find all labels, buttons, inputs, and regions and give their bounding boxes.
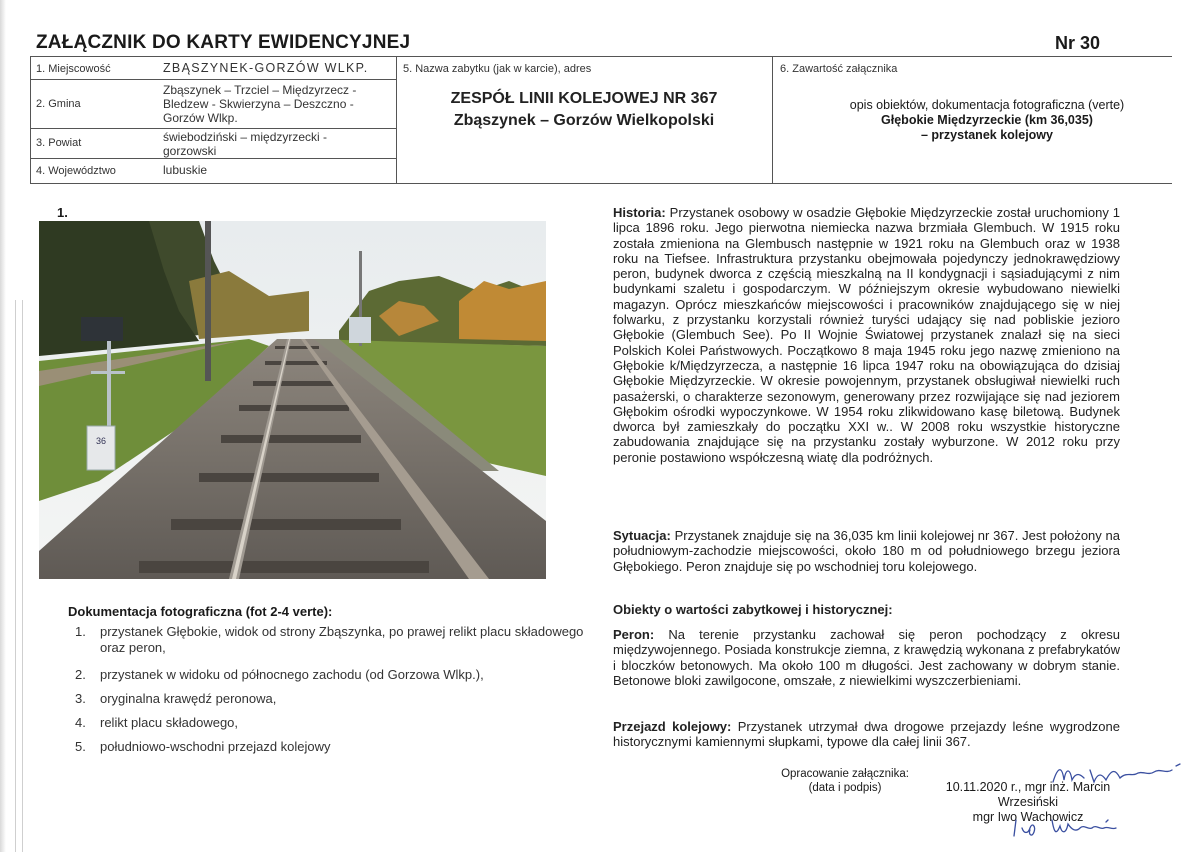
contents-line2: Głębokie Międzyrzeckie (km 36,035) [881, 113, 1093, 127]
list-item-number: 3. [75, 691, 86, 706]
list-item [70, 624, 590, 656]
photo-number: 1. [57, 205, 68, 220]
list-item-text: południowo-wschodni przejazd kolejowy [100, 739, 331, 754]
platform-paragraph [613, 627, 1120, 688]
monument-name-line2: Zbąszynek – Gorzów Wielkopolski [453, 112, 715, 129]
row-divider [30, 79, 396, 80]
column-divider [396, 56, 397, 183]
column-divider [772, 56, 773, 183]
column-divider [30, 56, 31, 183]
field-label-county: 3. Powiat [36, 137, 82, 149]
list-item [70, 715, 590, 731]
monument-label: 5. Nazwa zabytku (jak w karcie), adres [403, 63, 592, 75]
crossing-heading: Przejazd kolejowy: [613, 719, 732, 734]
prepared-label-line1: Opracowanie załącznika: [781, 768, 909, 780]
header-rule-bottom [30, 183, 1172, 184]
history-heading: Historia: [613, 205, 666, 220]
platform-heading: Peron: [613, 627, 655, 642]
contents-label: 6. Zawartość załącznika [780, 63, 898, 75]
prepared-line1: 10.11.2020 r., mgr inż. Marcin Wrzesiński [945, 780, 1111, 809]
photo-doc-heading: Dokumentacja fotograficzna (fot 2-4 verte): [68, 604, 333, 619]
kilometer-post-label: 36 [95, 436, 107, 446]
field-label-voivodeship: 4. Województwo [36, 165, 116, 177]
monument-name-line1: ZESPÓŁ LINII KOLEJOWEJ NR 367 [450, 90, 718, 107]
monument-name [398, 88, 770, 132]
prepared-by-label [770, 767, 920, 795]
row-divider [30, 158, 396, 159]
attachment-number: Nr 30 [1054, 33, 1100, 53]
field-value-commune: Zbąszynek – Trzciel – Międzyrzecz - Bledzew - Skwierzyna – Deszczno - Gorzów Wlkp. [163, 83, 357, 125]
list-item-number: 1. [75, 624, 86, 639]
list-item-number: 4. [75, 715, 86, 730]
prepared-line2: mgr Iwo Wachowicz [972, 810, 1084, 824]
contents-line1: opis obiektów, dokumentacja fotograficzna (verte) [849, 98, 1125, 112]
list-item-text: przystanek w widoku od północnego zachodu (od Gorzowa Wlkp.), [100, 667, 484, 682]
list-item [70, 691, 590, 707]
scan-artifact-line [22, 300, 23, 852]
situation-paragraph [613, 528, 1120, 574]
platform-text: Na terenie przystanku zachował się peron pochodzący z okresu międzywojennego. Posiada konstrukcje ziemna, z krawędzią wykonana z prefabrykatów i bloczków betonowych. Ma około 100 m długości. Jest zachowany w dobrym stanie. Betonowe bloki zawilgocone, omszałe, z niewielkimi wyszczerbieniami. [613, 627, 1120, 688]
row-divider [30, 128, 396, 129]
situation-heading: Sytuacja: [613, 528, 671, 543]
field-value-locality: ZBĄSZYNEK-GORZÓW WLKP. [163, 61, 369, 75]
railway-photo-illustration [39, 221, 546, 579]
history-text: Przystanek osobowy w osadzie Głębokie Międzyrzeckie został uruchomiony 1 lipca 1896 roku. Jego pierwotna niemiecka nazwa brzmiała Glembuch. W 1915 roku została zmieniona na Glembusch następnie w 1921 roku na Glembuch oraz w 1938 roku na Tiefsee. Infrastruktura przystanku obejmowała pojedynczy jednokrawędziowy peron, budynek dworca z częścią mieszkalną na II kondygnacji i sąsiadującymi z nim budynkami szaletu i gospodarczym. W późniejszym okresie wybudowano niewielki magazyn. Oprócz mieszkańców miejscowości i pracowników znajdującego się w niej folwarku, z przystanku korzystali również turyści udający się nad pobliskie jezioro Głębokie (Glembuch See). Po II Wojnie Światowej przystanek znalazł się na sieci Polskich Kolei Państwowych. Początkowo 8 maja 1945 roku jego nazwę zmieniono na Głębokie k/Międzyrzecza, a następnie 16 lipca 1947 roku na obowiązująca do dzisiaj Głębokie Międzyrzeckie. W okresie powojennym, przystanek obsługiwał niewielki ruch pasażerski, o charakterze sezonowym, generowany przez rozwijające się nad jeziorem Głębokim ośrodki wypoczynkowe. W 1954 roku zlikwidowano kasę biletową. Budynek dworca był zamieszkały do początku XXI w.. W 2008 roku wszystkie historyczne zabudowania znajdujące się na przystanku zostały wyburzone. W 2012 roku przy peronie postawiono współczesną wiatę dla podróżnych. [613, 205, 1120, 465]
list-item-number: 2. [75, 667, 86, 682]
document-title: ZAŁĄCZNIK DO KARTY EWIDENCYJNEJ [36, 32, 411, 53]
contents-line3: – przystanek kolejowy [920, 128, 1053, 142]
list-item-text: oryginalna krawędź peronowa, [100, 691, 277, 706]
header-rule-top [30, 56, 1172, 57]
scan-edge-shadow [0, 0, 6, 852]
railway-photo [39, 221, 546, 579]
objects-heading: Obiekty o wartości zabytkowej i historycznej: [613, 602, 893, 617]
photo-doc-list [70, 624, 590, 763]
crossing-paragraph [613, 719, 1120, 750]
situation-text: Przystanek znajduje się na 36,035 km linii kolejowej nr 367. Jest położony na południowym-zachodzie miejscowości, około 180 m od południowego brzegu jeziora Głębokiego. Peron znajduje się po wschodniej toru kolejowego. [613, 528, 1120, 574]
field-value-voivodeship: lubuskie [163, 163, 208, 177]
list-item-text: relikt placu składowego, [100, 715, 239, 730]
history-paragraph [613, 205, 1120, 465]
scan-artifact-line [15, 300, 16, 852]
list-item-text: przystanek Głębokie, widok od strony Zbąszynka, po prawej relikt placu składowego oraz peron, [100, 624, 584, 655]
field-label-locality: 1. Miejscowość [36, 63, 111, 75]
signature-wrzesinski [1050, 760, 1190, 790]
list-item [70, 667, 590, 683]
objects-heading-block [613, 602, 1120, 617]
field-value-county: świebodziński – międzyrzecki - gorzowski [163, 130, 328, 158]
prepared-label-line2: (data i podpis) [808, 782, 882, 794]
list-item-number: 5. [75, 739, 86, 754]
list-item [70, 739, 590, 755]
crossing-text: Przystanek utrzymał dwa drogowe przejazdy leśne wygrodzone historycznymi kamiennymi słupkami, typowe dla całej linii 367. [613, 719, 1121, 750]
signature-wachowicz [1010, 812, 1130, 842]
field-label-commune: 2. Gmina [36, 98, 81, 110]
contents-description [778, 98, 1196, 143]
